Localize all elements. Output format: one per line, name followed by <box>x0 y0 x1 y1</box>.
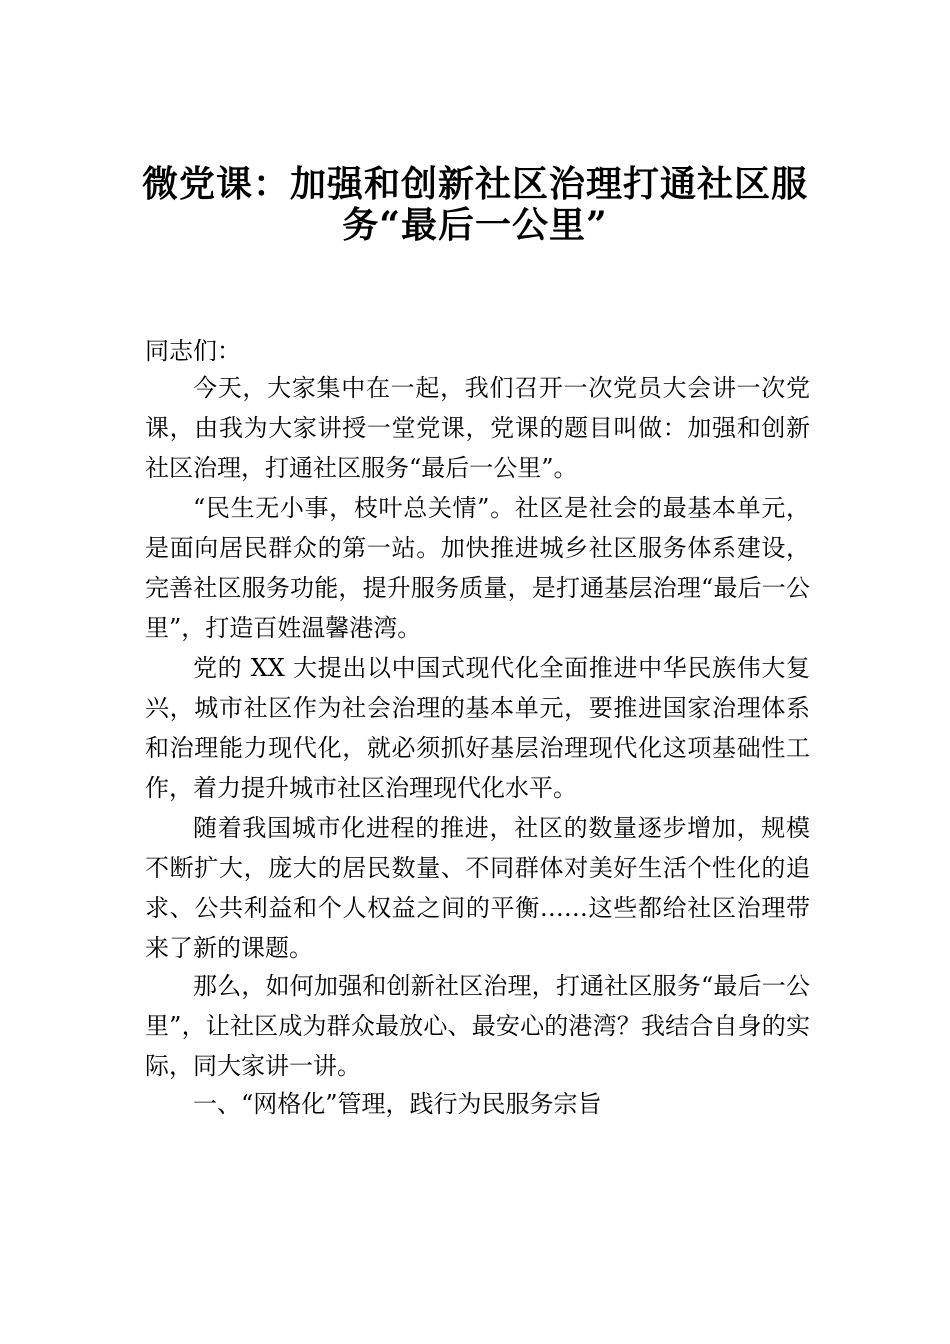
document-title-line-2: 务“最后一公里” <box>342 204 608 246</box>
paragraph-modernization: 党的 XX 大提出以中国式现代化全面推进中华民族伟大复兴，城市社区作为社会治理的基本单元，要推进国家治理体系和治理能力现代化，就必须抓好基层治理现代化这项基础性工作，着力提升城市社区治理现代化水平。 <box>145 654 810 802</box>
paragraph-question: 那么，如何加强和创新社区治理，打通社区服务“最后一公里”，让社区成为群众最放心、最安心的港湾？我结合自身的实际，同大家讲一讲。 <box>145 972 810 1080</box>
paragraph-urbanization: 随着我国城市化进程的推进，社区的数量逐步增加，规模不断扩大，庞大的居民数量、不同群体对美好生活个性化的追求、公共利益和个人权益之间的平衡……这些都给社区治理带来了新的课题。 <box>145 814 810 962</box>
paragraph-community-basics: “民生无小事，枝叶总关情”。社区是社会的最基本单元，是面向居民群众的第一站。加快推进城乡社区服务体系建设，完善社区服务功能，提升服务质量，是打通基层治理“最后一公里”，打造百姓温馨港湾。 <box>145 494 810 642</box>
paragraph-intro: 今天，大家集中在一起，我们召开一次党员大会讲一次党课，由我为大家讲授一堂党课，党课的题目叫做：加强和创新社区治理，打通社区服务“最后一公里”。 <box>145 374 810 482</box>
document-title-line-1: 微党课：加强和创新社区治理打通社区服 <box>141 163 808 205</box>
salutation: 同志们： <box>145 337 241 365</box>
section-heading-1: 一、“网格化”管理，践行为民服务宗旨 <box>193 1090 602 1118</box>
